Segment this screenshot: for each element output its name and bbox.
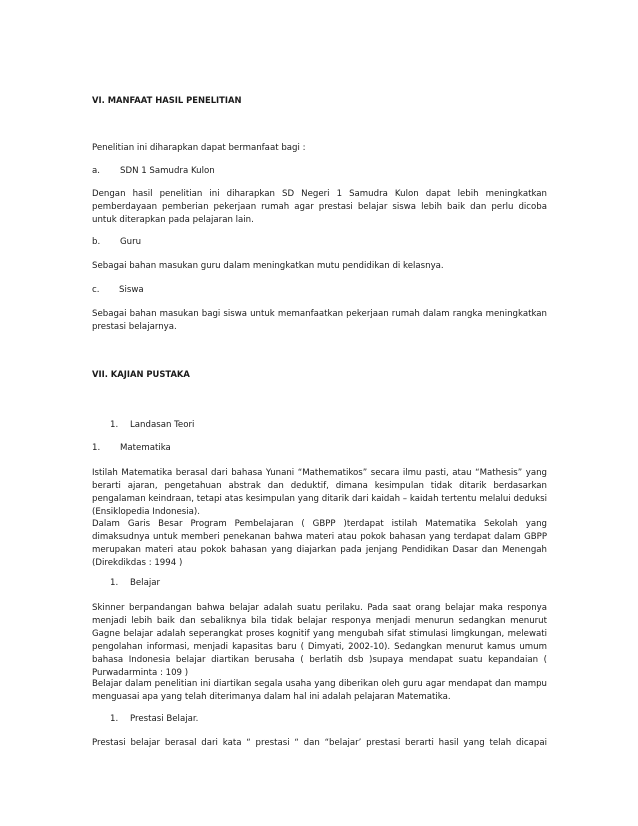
- paragraph-matematika-1: Istilah Matematika berasal dari bahasa Yunani “Mathematikos” secara ilmu pasti, atau “Mathesis” yang berarti ajaran, pengetahuan abstrak dan deduktif, dimana kesimpulan tidak ditarik berdasarkan pengalaman keindraan, tetapi atas kesimpulan yang ditarik dari kaidah – kaidah tertentu melalui deduksi (Ensiklopedia Indonesia).: [92, 468, 547, 517]
- list-marker: 1.: [110, 714, 119, 724]
- paragraph-prestasi: Prestasi belajar berasal dari kata “ prestasi “ dan “belajar’ prestasi berarti hasil yang telah dicapai: [92, 738, 547, 748]
- list-label: SDN 1 Samudra Kulon: [120, 166, 215, 176]
- list-label: Matematika: [120, 443, 171, 453]
- intro-paragraph: Penelitian ini diharapkan dapat bermanfaat bagi :: [92, 143, 306, 153]
- list-marker: 1.: [110, 578, 119, 588]
- list-label: Landasan Teori: [130, 420, 195, 430]
- list-item-landasan: [92, 419, 547, 432]
- paragraph-belajar-2: Belajar dalam penelitian ini diartikan segala usaha yang diberikan oleh guru agar mendapat dan mampu menguasai apa yang telah diterimanya dalam hal ini adalah pelajaran Matematika.: [92, 679, 547, 702]
- list-marker: a.: [92, 166, 100, 176]
- list-item-b: [92, 236, 547, 249]
- list-item-c: [92, 284, 547, 297]
- paragraph-sdn: Dengan hasil penelitian ini diharapkan SD Negeri 1 Samudra Kulon dapat lebih meningkatkan pemberdayaan pemberian pekerjaan rumah agar prestasi belajar siswa lebih baik dan perlu dicoba untuk diterapkan pada pelajaran lain.: [92, 189, 547, 225]
- list-label: Siswa: [119, 285, 144, 295]
- list-marker: 1.: [110, 420, 119, 430]
- list-label: Prestasi Belajar.: [130, 714, 199, 724]
- list-marker: c.: [92, 285, 100, 295]
- list-item-belajar: [92, 577, 547, 590]
- list-item-a: [92, 165, 547, 178]
- section-heading-manfaat: VI. MANFAAT HASIL PENELITIAN: [92, 95, 242, 105]
- list-label: Belajar: [130, 578, 161, 588]
- list-item-prestasi: [92, 713, 547, 726]
- paragraph-belajar-1: Skinner berpandangan bahwa belajar adalah suatu perilaku. Pada saat orang belajar maka responya menjadi lebih baik dan sebaliknya bila tidak belajar responya menjadi menurun sedangkan menurut Gagne belajar adalah seperangkat proses kognitif yang mengubah sifat stimulasi limgkungan, melewati pengolahan informasi, menjadi kapasitas baru ( Dimyati, 2002-10). Sedangkan menurut kamus umum bahasa Indonesia belajar diartikan berusaha ( berlatih dsb )supaya mendapat suatu kepandaian ( Purwadarminta : 109 ): [92, 603, 547, 678]
- list-marker: 1.: [92, 443, 101, 453]
- paragraph-siswa: Sebagai bahan masukan bagi siswa untuk memanfaatkan pekerjaan rumah dalam rangka meningkatkan prestasi belajarnya.: [92, 309, 547, 332]
- paragraph-guru: Sebagai bahan masukan guru dalam meningkatkan mutu pendidikan di kelasnya.: [92, 261, 444, 271]
- section-heading-kajian: VII. KAJIAN PUSTAKA: [92, 369, 190, 379]
- list-item-matematika: [92, 442, 547, 455]
- list-marker: b.: [92, 237, 101, 247]
- paragraph-matematika-2: Dalam Garis Besar Program Pembelajaran ( GBPP )terdapat istilah Matematika Sekolah yang dimaksudnya untuk memberi penekanan bahwa materi atau pokok bahasan yang terdapat dalam GBPP merupakan materi atau pokok bahasan yang diajarkan pada jenjang Pendidikan Dasar dan Menengah (Direkdikdas : 1994 ): [92, 519, 547, 568]
- list-label: Guru: [120, 237, 142, 247]
